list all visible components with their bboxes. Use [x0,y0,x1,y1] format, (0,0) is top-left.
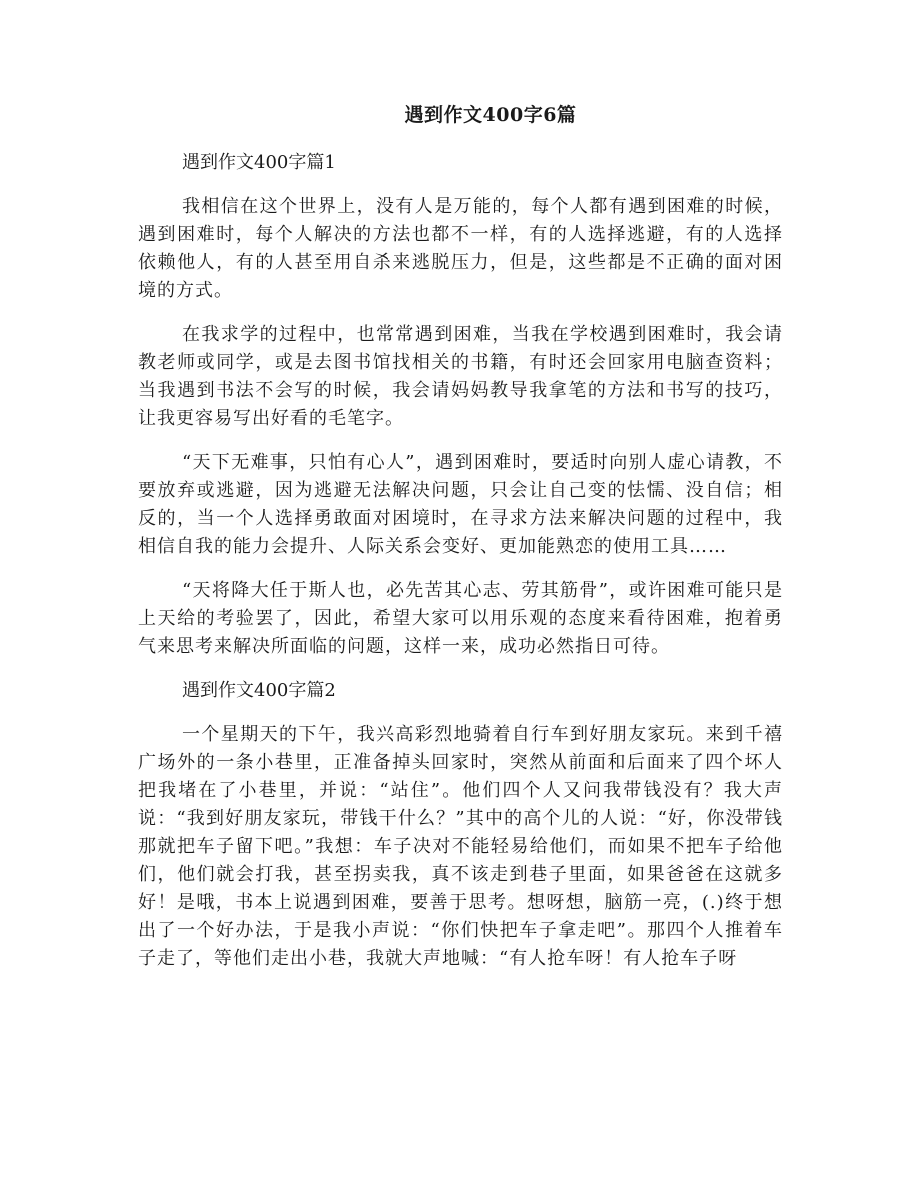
document-page [138,100,783,989]
paragraph: “天下无难事，只怕有心人”，遇到困难时，要适时向别人虚心请教，不要放弃或逃避，因为逃避无法解决问题，只会让自己变的怯懦、没自信；相反的，当一个人选择勇敢面对困境时，在寻求方法来解决问题的过程中，我相信自我的能力会提升、人际关系会变好、更加能熟恋的使用工具…… [138,452,783,557]
paragraph: 一个星期天的下午，我兴高彩烈地骑着自行车到好朋友家玩。来到千禧广场外的一条小巷里，正准备掉头回家时，突然从前面和后面来了四个坏人把我堵在了小巷里，并说：“站住”。他们四个人又问我带钱没有？我大声说：“我到好朋友家玩，带钱干什么？”其中的高个儿的人说：“好，你没带钱那就把车子留下吧。”我想：车子决对不能轻易给他们，而如果不把车子给他们，他们就会打我，甚至拐卖我，真不该走到巷子里面，如果爸爸在这就多好！是哦，书本上说遇到困难，要善于思考。想呀想，脑筋一亮，(.)终于想出了一个好办法，于是我小声说：“你们快把车子拿走吧”。那四个人推着车子走了，等他们走出小巷，我就大声地喊：“有人抢车呀！有人抢车子呀 [138,724,783,969]
section-1 [138,149,783,661]
document-title: 遇到作文400字6篇 [404,104,577,126]
section-2 [138,677,783,973]
paragraph: “天将降大任于斯人也，必先苦其心志、劳其筋骨”，或许困难可能只是上天给的考验罢了，因此，希望大家可以用乐观的态度来看待困难，抱着勇气来思考来解决所面临的问题，这样一来，成功必然指日可待。 [138,580,783,657]
section-heading: 遇到作文400字篇2 [182,680,336,701]
paragraph: 我相信在这个世界上，没有人是万能的，每个人都有遇到困难的时候，遇到困难时，每个人解决的方法也都不一样，有的人选择逃避，有的人选择依赖他人，有的人甚至用自杀来逃脱压力，但是，这些都是不正确的面对困境的方式。 [138,196,783,301]
section-heading: 遇到作文400字篇1 [182,152,336,173]
paragraph: 在我求学的过程中，也常常遇到困难，当我在学校遇到困难时，我会请教老师或同学，或是去图书馆找相关的书籍，有时还会回家用电脑查资料；当我遇到书法不会写的时候，我会请妈妈教导我拿笔的方法和书写的技巧，让我更容易写出好看的毛笔字。 [138,324,783,429]
